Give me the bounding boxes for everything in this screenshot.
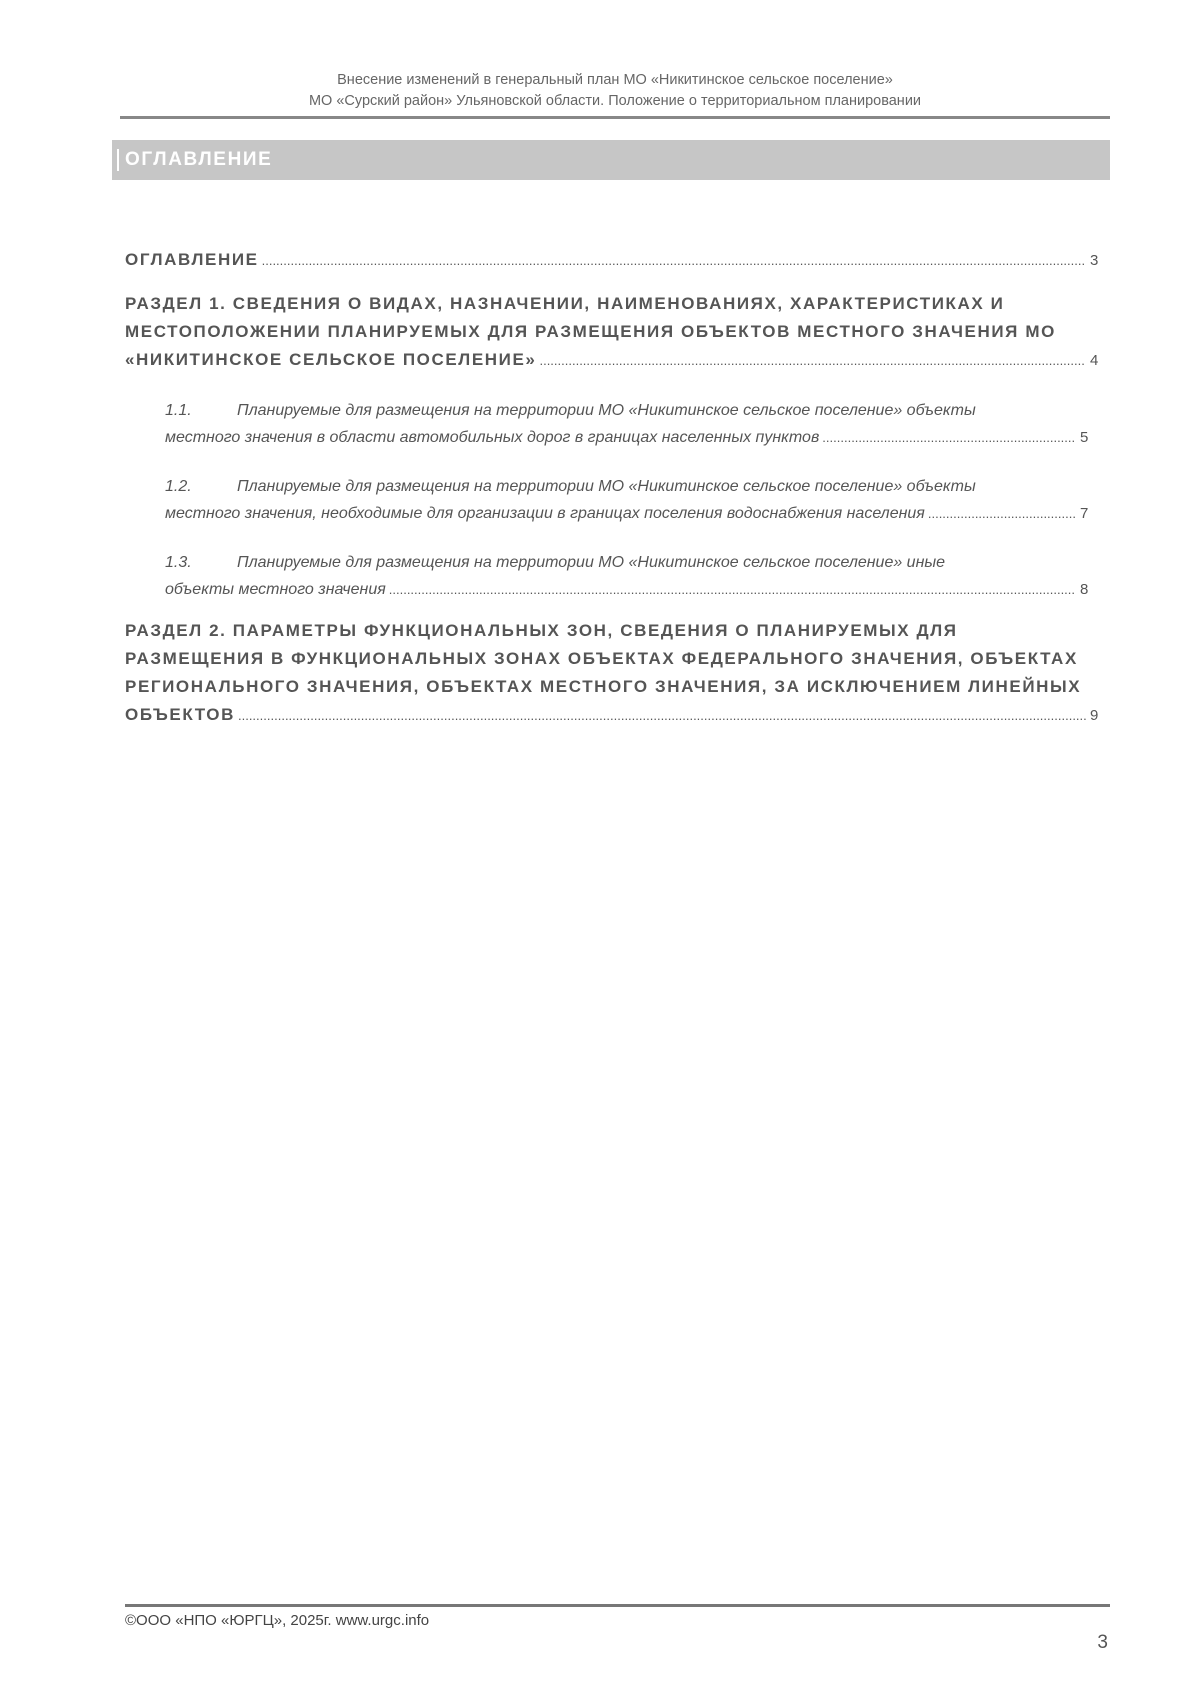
- page-number: 3: [1097, 1632, 1108, 1653]
- toc-heading: ОГЛАВЛЕНИЕ: [125, 149, 273, 170]
- toc-entry-contents[interactable]: [125, 246, 1100, 275]
- toc-page-number: 4: [1090, 352, 1099, 369]
- header-line-1: Внесение изменений в генеральный план МО «Никитинское сельское поселение»: [337, 72, 893, 88]
- toc-entry-line: Планируемые для размещения на территории МО «Никитинское сельское поселение» иные: [237, 554, 946, 571]
- heading-marker-bar: [117, 149, 119, 171]
- toc-page-number: 5: [1080, 429, 1089, 446]
- toc-entry-title: объекты местного значения: [165, 581, 386, 598]
- toc-entry-line: Планируемые для размещения на территории МО «Никитинское сельское поселение» объекты: [237, 402, 976, 419]
- toc-page-number: 3: [1090, 252, 1099, 269]
- toc-entry-subsection-1-2[interactable]: [125, 473, 1100, 527]
- toc-entry-number: 1.3.: [165, 554, 192, 571]
- toc-entry-title: местного значения в области автомобильных дорог в границах населенных пунктов: [165, 429, 820, 446]
- header-line-2: МО «Сурский район» Ульяновской области. Положение о территориальном планировании: [308, 93, 922, 109]
- toc-entry-section-1[interactable]: [125, 290, 1100, 375]
- toc-entry-section-2[interactable]: [125, 617, 1100, 730]
- toc-entry-line: РАЗДЕЛ 1. СВЕДЕНИЯ О ВИДАХ, НАЗНАЧЕНИИ, НАИМЕНОВАНИЯХ, ХАРАКТЕРИСТИКАХ И: [125, 294, 1005, 313]
- toc-entry-line: РАЗМЕЩЕНИЯ В ФУНКЦИОНАЛЬНЫХ ЗОНАХ ОБЪЕКТАХ ФЕДЕРАЛЬНОГО ЗНАЧЕНИЯ, ОБЪЕКТАХ: [125, 649, 1078, 668]
- toc-entry-line: РАЗДЕЛ 2. ПАРАМЕТРЫ ФУНКЦИОНАЛЬНЫХ ЗОН, СВЕДЕНИЯ О ПЛАНИРУЕМЫХ ДЛЯ: [125, 621, 958, 640]
- toc-entry-title: ОБЪЕКТОВ: [125, 705, 235, 724]
- toc-entry-title: местного значения, необходимые для организации в границах поселения водоснабжения населения: [165, 505, 925, 522]
- toc-page-number: 7: [1080, 505, 1089, 522]
- toc-entry-title: ОГЛАВЛЕНИЕ: [125, 250, 259, 269]
- toc-entry-title: «НИКИТИНСКОЕ СЕЛЬСКОЕ ПОСЕЛЕНИЕ»: [125, 350, 537, 369]
- footer-copyright: ©ООО «НПО «ЮРГЦ», 2025г. www.urgc.info: [125, 1612, 430, 1629]
- toc-entry-line: МЕСТОПОЛОЖЕНИИ ПЛАНИРУЕМЫХ ДЛЯ РАЗМЕЩЕНИЯ ОБЪЕКТОВ МЕСТНОГО ЗНАЧЕНИЯ МО: [125, 322, 1056, 341]
- dot-leader: [259, 247, 1086, 275]
- toc-entry-line: Планируемые для размещения на территории МО «Никитинское сельское поселение» объекты: [237, 478, 976, 495]
- toc-page-number: 8: [1080, 581, 1089, 598]
- toc-entry-number: 1.2.: [165, 478, 192, 495]
- toc-entry-number: 1.1.: [165, 402, 192, 419]
- running-header: [120, 70, 1110, 112]
- table-of-contents: [125, 246, 1100, 730]
- header-rule: [120, 116, 1110, 119]
- toc-entry-line: РЕГИОНАЛЬНОГО ЗНАЧЕНИЯ, ОБЪЕКТАХ МЕСТНОГО ЗНАЧЕНИЯ, ЗА ИСКЛЮЧЕНИЕМ ЛИНЕЙНЫХ: [125, 677, 1082, 696]
- dot-leader: [536, 347, 1086, 375]
- dot-leader: [386, 576, 1076, 603]
- toc-heading-banner: [112, 140, 1110, 180]
- dot-leader: [235, 702, 1086, 730]
- toc-entry-subsection-1-1[interactable]: [125, 397, 1100, 451]
- footer-rule: [125, 1604, 1110, 1607]
- toc-entry-subsection-1-3[interactable]: [125, 549, 1100, 603]
- dot-leader: [925, 500, 1076, 527]
- dot-leader: [819, 424, 1076, 451]
- toc-page-number: 9: [1090, 707, 1099, 724]
